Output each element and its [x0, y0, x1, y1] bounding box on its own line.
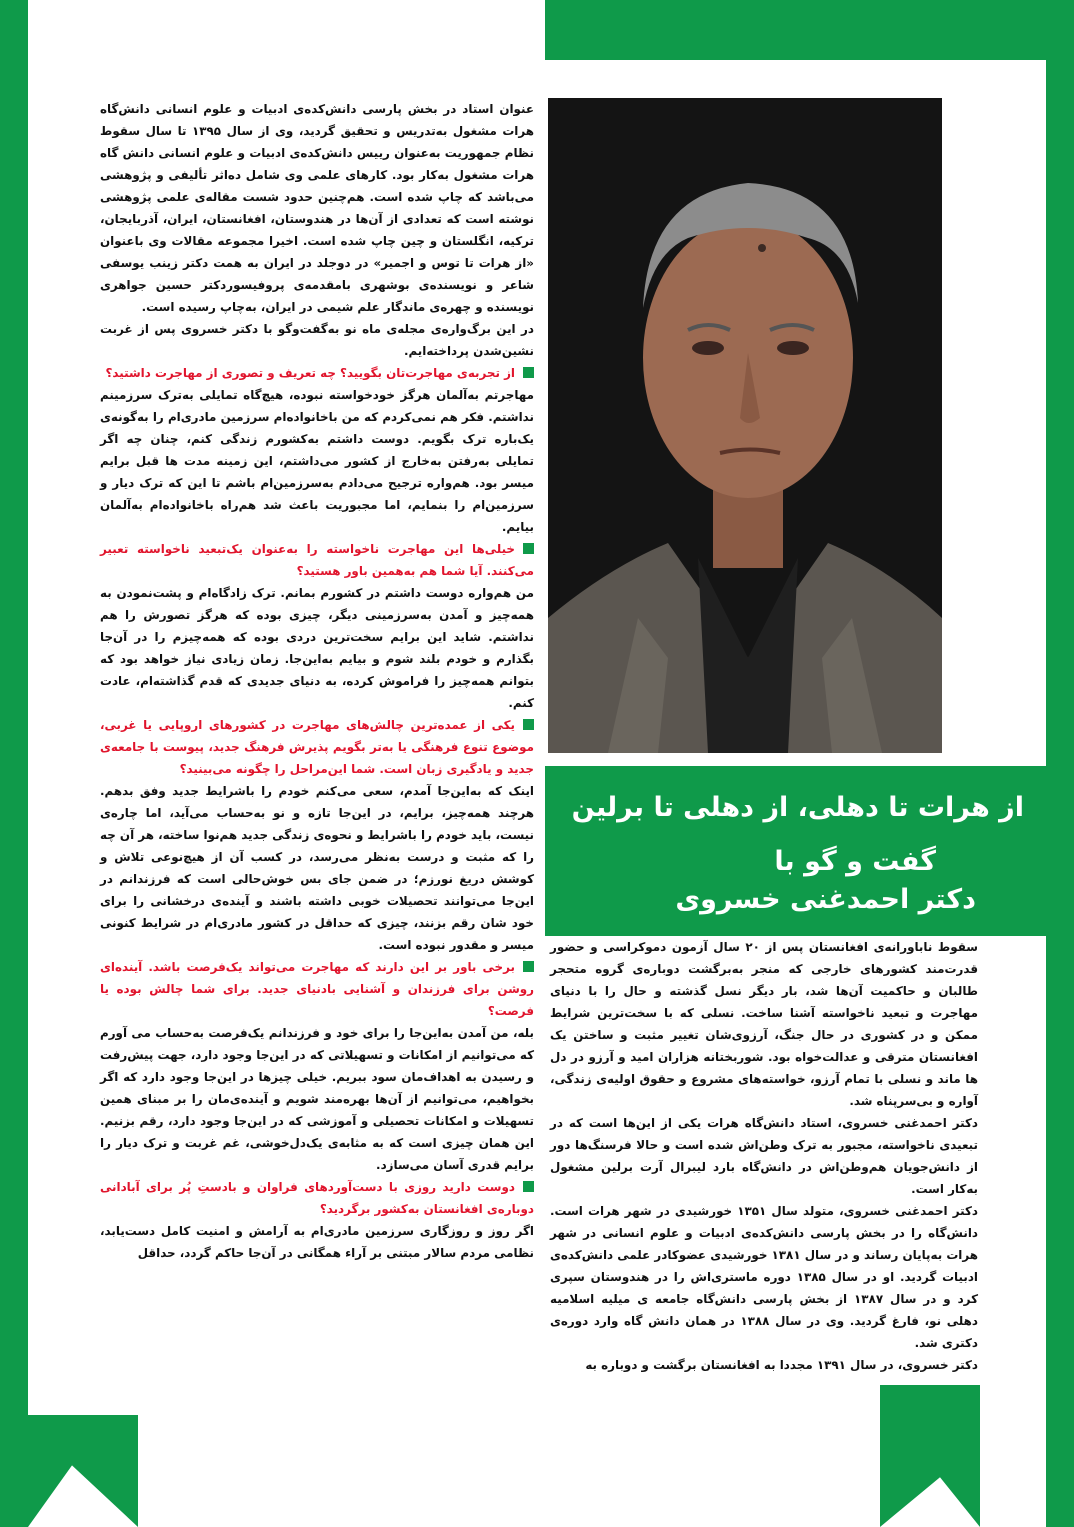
page-number: ۵ [1013, 1406, 1027, 1430]
article-title-panel [545, 766, 1046, 936]
green-right-edge [1046, 0, 1074, 1527]
question-4-text: برخی باور بر این دارند که مهاجرت می‌تواند یک‌فرصت باشد. آینده‌ای روشن برای فرزندان و آشنایی بادنیای جدید. برای شما چالش بوده یا فرصت؟ [100, 960, 534, 1018]
answer-3: اینک که به‌این‌جا آمدم، سعی می‌کنم خودم را باشرایط جدید وفق بدهم. هرچند همه‌چیز، برایم، در این‌جا تازه و نو به‌حساب می‌آید، اما چاره‌ی نیست، باید خودم را باشرایط و نحوه‌ی زندگی جدید هم‌نوا ساخته، هر آن چه را که مثبت و درست به‌نظر می‌رسد، در کسب آن از هیچ‌نوعی تلاش و کوشش دریغ نورزم؛ در ضمن جای بس خوش‌حالی است که فرزندانم در این‌جا می‌توانند تحصیلات خوبی داشته باشند و آینده‌ی درخشانی را برای خود شان رقم بزنند، چیزی که حداقل در کشور مادری‌ام در شرایط کنونی میسر و مقدور نبوده است. [100, 784, 534, 952]
question-bullet-icon [523, 719, 534, 730]
biography-paragraph: دکتر احمدغنی خسروی، متولد سال ۱۳۵۱ خورشیدی در شهر هرات است. دانش‌گاه را در بخش پارسی دانش‌کده‌ی ادبیات و علوم انسانی در شهر هرات به‌پایان رساند و در سال ۱۳۸۱ خورشیدی عضوکادر علمی دانش‌کده‌ی ادبیات گردید. او در سال ۱۳۸۵ دوره ماستری‌اش را در هندوستان سپری کرد و در سال ۱۳۸۷ از بخش پارسی دانش‌گاه جامعه ی میلیه اسلامیه دهلی نو، فارغ گردید. وی در سال ۱۳۸۸ در همان دانش گاه وارد دوره‌ی دکتری شد. [550, 1204, 979, 1350]
lead-paragraph: سقوط ناباورانه‌ی افغانستان پس از ۲۰ سال آزمون دموکراسی و حضور قدرت‌مند کشورهای خارجی که منجر به‌برگشت دوباره‌ی گروه متحجر طالبان و حاکمیت آن‌ها شد، بار دیگر نسل گذشته و حال را با دنیای مهاجرت و تبعید ناخواسته آشنا ساخت. نسلی که با سخت‌ترین شرایط ممکن و در کشوری در حال جنگ، آرزوی‌شان تغییر مثبت و ساختن یک افغانستان مترقی و عدالت‌خواه بود. شوربختانه هزاران امید و آرزو در دل ها ماند و نسلی با تمام آرزو، خواسته‌های مشروع و حقوق اولیه‌ی زندگی، آواره و بی‌سرپناه شد. [550, 940, 978, 1108]
green-top-band [545, 0, 1074, 60]
context-paragraph: دکتر احمدغنی خسروی، استاد دانش‌گاه هرات یکی از این‌ها است که در تبعیدی ناخواسته، مجبور به ترک وطن‌اش شده است و حالا فرسنگ‌ها دور از دانش‌جویان هم‌وطن‌اش در دانش‌گاه بارد لیبرال آرت برلین مشغول به‌کار است. [550, 1116, 978, 1196]
question-bullet-icon [523, 543, 534, 554]
question-1-text: از تجربه‌ی مهاجرت‌تان بگویید؟ چه تعریف و تصوری از مهاجرت داشتید؟ [105, 366, 515, 380]
question-3-text: یکی از عمده‌ترین چالش‌های مهاجرت در کشورهای اروپایی یا غربی، موضوع تنوع فرهنگی یا به‌تر بگویم پذیرش فرهنگ جدید، پیوست با جامعه‌ی جدید و یادگیری زبان است. شما این‌مراحل را چگونه می‌بینید؟ [100, 718, 534, 776]
answer-4: بله، من آمدن به‌این‌جا را برای خود و فرزندانم یک‌فرصت به‌حساب می آورم که می‌توانیم از امکانات و تسهیلاتی که در این‌جا وجود دارد، جهت پیش‌رفت و رسیدن به اهداف‌مان سود ببریم. خیلی چیزها در این‌جا وجود دارد که اگر بخواهیم، می‌توانیم از آن‌ها بهره‌مند شویم و آینده‌ی‌مان را بر مبنای همین تسهیلات و امکانات تحصیلی و آموزشی که در این‌جا وجود دارد، رقم بزنیم. این همان چیزی است که به مثابه‌ی یک‌دل‌خوشی، غم غربت و ترک دیار را برایم قدری آسان می‌سازد. [100, 1026, 534, 1172]
right-ribbon [880, 1385, 980, 1527]
question-2-text: خیلی‌ها این مهاجرت ناخواسته را به‌عنوان یک‌تبعید ناخواسته تعبیر می‌کنند. آیا شما هم به‌همین باور هستید؟ [100, 542, 534, 578]
answer-2: من هم‌واره دوست داشتم در کشورم بمانم. ترک زادگاه‌ام و پشت‌نمودن به همه‌چیز و آمدن به‌سرزمینی دیگر، چیزی بوده که هرگز تصورش را هم نداشتم. شاید این برایم سخت‌ترین دردی بوده که همه‌چیزم را در آن‌جا بگذارم و خودم بلند شوم و بیایم به‌این‌جا. زمان زیادی نیاز خواهد بود که بتوانم همه‌چیز را فراموش کرده، به دنیای جدیدی که قدم گذاشته‌ام، عادت کنم. [100, 586, 534, 710]
question-2 [100, 538, 534, 582]
article-title: از هرات تا دهلی، از دهلی تا برلین [571, 792, 1024, 823]
question-bullet-icon [523, 961, 534, 972]
answer-1: مهاجرتم به‌آلمان هرگز خودخواسته نبوده، هیچ‌گاه تمایلی به‌ترک سرزمینم نداشتم. فکر هم نمی‌کردم که من باخانواده‌ام سرزمین مادری‌ام را به‌گونه‌ی یک‌باره ترک بگویم. دوست داشتم به‌کشورم زندگی کنم، چنان چه اگر تمایلی به‌رفتن به‌خارج از کشور می‌داشتم، این زمینه مدت ها قبل برایم میسر بود. هم‌واره ترجیح می‌دادم به‌سرزمین‌ام باشم تا این که ترک دیار و سرزمین‌ام را بنمایم، اما مجبوریت باعث شد هم‌راه باخانواده‌ام به‌آلمان بیایم. [100, 388, 534, 534]
left-ribbon [28, 1415, 138, 1527]
question-5-text: دوست دارید روزی با دست‌آوردهای فراوان و بادستِ پُر برای آبادانی دوباره‌ی افغانستان به‌کشور برگردید؟ [100, 1180, 534, 1216]
portrait-photo [548, 98, 942, 753]
question-1 [100, 362, 534, 384]
answer-5: اگر روز و روزگاری سرزمین مادری‌ام به آرامش و امنیت کامل دست‌یابد، نظامی مردم سالار مبتنی بر آراء همگانی در آن‌جا حاکم گردد، حداقل [100, 1224, 534, 1260]
interviewee-name: دکتر احمدغنی خسروی [675, 884, 976, 915]
green-left-edge [0, 0, 28, 1527]
left-column [100, 98, 534, 1264]
bio-paragraph: عنوان استاد در بخش پارسی دانش‌کده‌ی ادبیات و علوم انسانی دانش‌گاه هرات مشغول به‌تدریس و تحقیق گردید، وی از سال ۱۳۹۵ تا سال سقوط نظام جمهوریت به‌عنوان رییس دانش‌کده‌ی ادبیات و علوم انسانی دانش گاه هرات مشغول به‌کار بود. کارهای علمی وی شامل ده‌اثر تألیفی و پژوهشی می‌باشد که چاپ شده است. هم‌چنین حدود شست مقاله‌ی علمی پژوهشی نوشته است که تعدادی از آن‌ها در هندوستان، افغانستان، ایران، آذربایجان، ترکیه، انگلستان و چین چاپ شده است. اخیرا مجموعه مقالات وی باعنوان «از هرات تا توس و اجمیر» در دوجلد در ایران به همت دکتر زینب یوسفی شاعر و نویسنده‌ی بوشهری بامقدمه‌ی پروفیسوردکتر حسین جواهری نویسنده و چهره‌ی ماندگار علم شیمی در ایران، به‌چاپ رسیده است. [100, 102, 534, 314]
question-bullet-icon [523, 367, 534, 378]
right-column [550, 936, 978, 1376]
intro-paragraph: در این برگ‌واره‌ی مجله‌ی ماه نو به‌گفت‌وگو با دکتر خسروی پس از غربت نشین‌شدن پرداخته‌ایم. [100, 322, 534, 358]
article-subtitle: گفت و گو با [774, 846, 936, 877]
question-4 [100, 956, 534, 1022]
portrait-illustration [548, 98, 942, 753]
question-3 [100, 714, 534, 780]
biography-continuation: دکتر خسروی، در سال ۱۳۹۱ مجددا به افغانستان برگشت و دوباره به [585, 1358, 978, 1372]
question-bullet-icon [523, 1181, 534, 1192]
question-5 [100, 1176, 534, 1220]
